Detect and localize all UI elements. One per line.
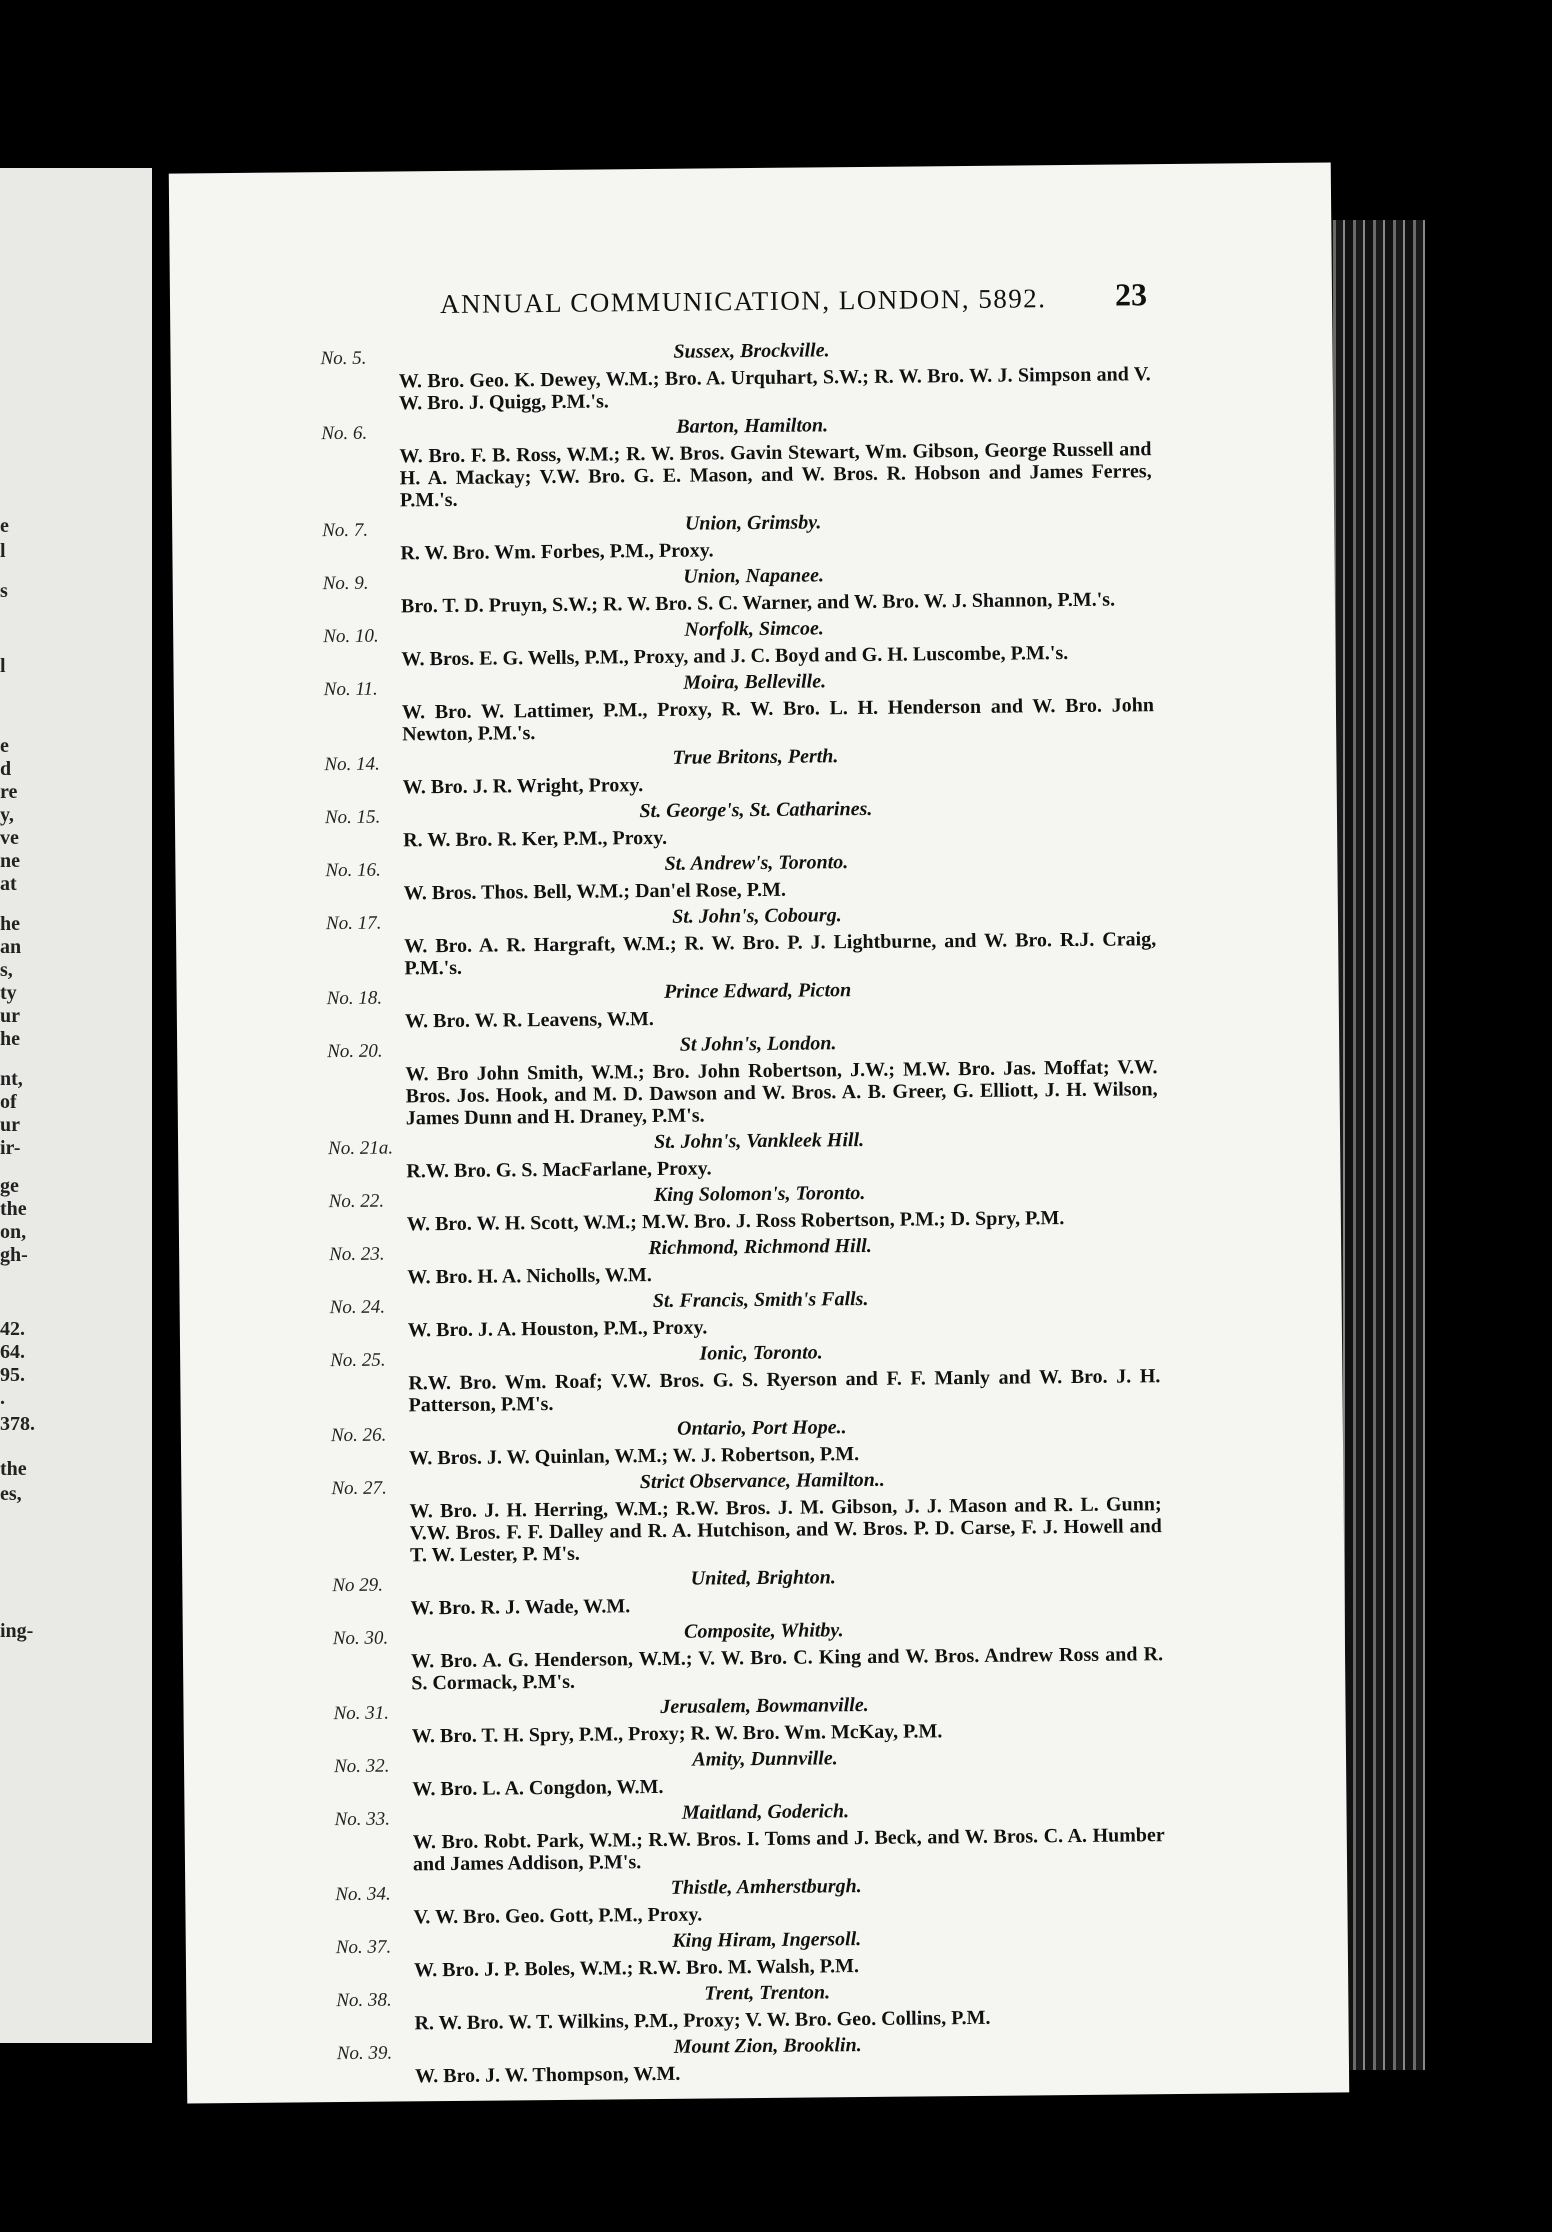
lodge-name: King Hiram, Ingersoll. xyxy=(672,1928,862,1952)
facing-page-text: . xyxy=(0,1387,5,1409)
lodge-entry xyxy=(179,1230,1341,1290)
lodge-members: W. Bros. J. W. Quinlan, W.M.; W. J. Robertson, P.M. xyxy=(409,1443,860,1470)
facing-page-text: nt, xyxy=(0,1068,23,1090)
lodge-line xyxy=(175,846,1337,884)
facing-page-text: the xyxy=(0,1458,27,1480)
lodge-line xyxy=(186,1923,1348,1961)
facing-page-fragment xyxy=(0,168,152,2043)
lodge-entry xyxy=(173,559,1335,619)
lodge-number: No 29. xyxy=(332,1574,384,1597)
running-header xyxy=(440,283,1061,320)
lodge-number: No. 23. xyxy=(329,1243,385,1266)
lodge-line xyxy=(174,740,1336,778)
facing-page-text: ir- xyxy=(0,1137,21,1159)
lodge-number: No. 10. xyxy=(323,625,379,648)
facing-page-text: d xyxy=(0,758,12,780)
lodge-members: W. Bro. W. H. Scott, W.M.; M.W. Bro. J. Ross Robertson, P.M.; D. Spry, P.M. xyxy=(406,1207,1065,1236)
lodge-members: W. Bro. J. R. Wright, Proxy. xyxy=(402,774,644,799)
header-title: ANNUAL COMMUNICATION, LONDON, 5892. xyxy=(439,283,1047,320)
lodge-number: No. 21a. xyxy=(328,1137,394,1160)
lodge-line xyxy=(183,1614,1345,1652)
lodge-members: W. Bro. Geo. K. Dewey, W.M.; Bro. A. Urquhart, S.W.; R. W. Bro. W. J. Simpson and V. W. Bro. J. Quigg, P.M.'s. xyxy=(398,363,1151,415)
lodge-entry xyxy=(185,1870,1347,1930)
lodge-entry xyxy=(175,793,1337,853)
lodge-name: Union, Napanee. xyxy=(683,564,825,588)
lodge-line xyxy=(184,1742,1346,1780)
lodge-line xyxy=(172,506,1334,544)
facing-page-text: he xyxy=(0,1028,20,1050)
lodge-entry xyxy=(174,665,1337,747)
facing-page-text: an xyxy=(0,936,22,958)
lodge-name: Strict Observance, Hamilton.. xyxy=(639,1468,885,1494)
lodge-members: W. Bro. F. B. Ross, W.M.; R. W. Bros. Gavin Stewart, Wm. Gibson, George Russell and H. A. Mackay; V.W. Bro. G. E. Mason, and W. Bros. R. Hobson and James Ferres, P.M.'s. xyxy=(399,438,1152,512)
facing-page-text: es, xyxy=(0,1483,22,1505)
facing-page-text: on, xyxy=(0,1221,27,1243)
lodge-number: No. 32. xyxy=(333,1755,390,1778)
lodge-number: No. 6. xyxy=(321,422,368,445)
lodge-line xyxy=(179,1230,1341,1268)
lodge-entry xyxy=(184,1795,1347,1877)
lodge-name: Moira, Belleville. xyxy=(683,670,827,694)
lodge-name: Jerusalem, Bowmanville. xyxy=(660,1693,869,1718)
lodge-line xyxy=(187,2029,1349,2067)
lodge-members: W. Bro. L. A. Congdon, W.M. xyxy=(412,1775,664,1801)
lodge-number: No. 37. xyxy=(335,1936,392,1959)
lodge-name: St. John's, Vankleek Hill. xyxy=(653,1128,865,1154)
lodge-line xyxy=(174,665,1336,703)
lodge-members: W. Bro. W. R. Leavens, W.M. xyxy=(404,1008,654,1033)
facing-page-text: 64. xyxy=(0,1341,25,1363)
lodge-entry xyxy=(177,974,1339,1034)
lodge-number: No. 30. xyxy=(332,1627,389,1650)
lodge-name: Prince Edward, Picton xyxy=(663,979,852,1003)
lodge-members: W. Bro. J. H. Herring, W.M.; R.W. Bros. J. M. Gibson, J. J. Mason and R. L. Gunn; V.W. Bros. F. F. Dalley and R. A. Hutchison, and W. Bros. P. D. Carse, F. J. Howell and T. W. Lester, P. M's. xyxy=(409,1493,1162,1567)
lodge-number: No. 14. xyxy=(324,753,380,776)
facing-page-text: ur xyxy=(0,1114,20,1136)
lodge-name: Richmond, Richmond Hill. xyxy=(648,1234,872,1260)
lodge-line xyxy=(183,1689,1345,1727)
lodge-members: R.W. Bro. G. S. MacFarlane, Proxy. xyxy=(406,1157,712,1183)
lodge-number: No. 39. xyxy=(336,2042,393,2065)
lodge-number: No. 16. xyxy=(325,859,381,882)
document-page xyxy=(169,162,1349,2103)
facing-page-text: 378. xyxy=(0,1413,35,1435)
lodge-members: W. Bro. A. G. Henderson, W.M.; V. W. Bro. C. King and W. Bros. Andrew Ross and R. S. Cormack, P.M's. xyxy=(410,1643,1164,1695)
lodge-number: No. 7. xyxy=(322,519,369,542)
lodge-entry xyxy=(172,506,1334,566)
lodge-entry xyxy=(187,2029,1349,2089)
facing-page-text: l xyxy=(0,540,6,562)
lodge-name: Composite, Whitby. xyxy=(683,1619,844,1643)
lodge-line xyxy=(186,1976,1348,2014)
lodge-line xyxy=(185,1870,1347,1908)
facing-page-text: y, xyxy=(0,804,14,826)
facing-page-text: 42. xyxy=(0,1318,25,1340)
lodge-line xyxy=(173,559,1335,597)
facing-page-text: s, xyxy=(0,959,13,981)
lodge-entry xyxy=(180,1336,1343,1418)
lodge-entry xyxy=(179,1177,1341,1237)
facing-page-text: he xyxy=(0,913,20,935)
facing-page-text: l xyxy=(0,655,6,677)
facing-page-text: the xyxy=(0,1198,27,1220)
lodge-line xyxy=(178,1124,1340,1162)
lodge-entry xyxy=(182,1561,1344,1621)
lodge-entry xyxy=(174,740,1336,800)
facing-page-text: e xyxy=(0,735,9,757)
lodge-line xyxy=(180,1336,1342,1374)
lodge-name: Trent, Trenton. xyxy=(704,1981,831,2005)
facing-page-text: ve xyxy=(0,827,19,849)
lodge-entry xyxy=(170,334,1333,416)
lodge-members: W. Bros. Thos. Bell, W.M.; Dan'el Rose, P.M. xyxy=(403,878,787,905)
lodge-members: R. W. Bro. Wm. Forbes, P.M., Proxy. xyxy=(400,539,714,565)
lodge-number: No. 26. xyxy=(330,1424,387,1447)
facing-page-text: re xyxy=(0,781,18,803)
lodge-number: No. 15. xyxy=(324,806,381,829)
lodge-line xyxy=(184,1795,1346,1833)
lodge-line xyxy=(175,793,1337,831)
lodge-number: No. 25. xyxy=(330,1349,386,1372)
lodge-members: R.W. Bro. Wm. Roaf; V.W. Bros. G. S. Ryerson and F. F. Manly and W. Bro. J. H. Patterson, P.M's. xyxy=(408,1365,1161,1417)
lodge-number: No. 11. xyxy=(323,678,378,701)
lodge-number: No. 33. xyxy=(334,1808,391,1831)
lodge-name: Barton, Hamilton. xyxy=(676,414,829,438)
lodge-members: W. Bro. T. H. Spry, P.M., Proxy; R. W. Bro. Wm. McKay, P.M. xyxy=(411,1720,943,1748)
lodge-name: St. Andrew's, Toronto. xyxy=(664,851,849,875)
lodge-line xyxy=(181,1464,1343,1502)
lodge-line xyxy=(177,1027,1339,1065)
facing-page-text: ur xyxy=(0,1005,20,1027)
lodge-number: No. 24. xyxy=(329,1296,386,1319)
lodge-entry xyxy=(186,1976,1348,2036)
lodge-members: V. W. Bro. Geo. Gott, P.M., Proxy. xyxy=(413,1903,703,1929)
lodge-members: W. Bro. J. W. Thompson, W.M. xyxy=(414,2062,681,2088)
facing-page-text: s xyxy=(0,580,8,602)
lodge-name: Mount Zion, Brooklin. xyxy=(673,2034,862,2058)
lodge-name: St. John's, Cobourg. xyxy=(672,904,842,928)
lodge-name: St. Francis, Smith's Falls. xyxy=(652,1287,869,1313)
lodge-number: No. 20. xyxy=(327,1040,383,1063)
lodge-members: W. Bro John Smith, W.M.; Bro. John Robertson, J.W.; M.W. Bro. Jas. Moffat; V.W. Bros. Jos. Hook, and M. D. Dawson and W. Bros. A. B. Greer, G. Elliott, J. H. Wilson, James Dunn and H. Draney, P.M's. xyxy=(405,1056,1158,1130)
lodge-name: St John's, London. xyxy=(679,1032,837,1056)
lodge-name: Sussex, Brockville. xyxy=(673,339,830,363)
lodge-line xyxy=(182,1561,1344,1599)
lodge-entry xyxy=(177,1027,1340,1131)
lodge-entry xyxy=(175,846,1337,906)
facing-page-text: 95. xyxy=(0,1364,25,1386)
lodge-members: W. Bro. A. R. Hargraft, W.M.; R. W. Bro. P. J. Lightburne, and W. Bro. R.J. Craig, P.M.'s. xyxy=(404,928,1157,980)
lodge-members: R. W. Bro. R. Ker, P.M., Proxy. xyxy=(403,826,668,852)
lodge-entry xyxy=(184,1742,1346,1802)
lodge-line xyxy=(179,1177,1341,1215)
facing-page-text: ge xyxy=(0,1175,19,1197)
facing-page-text: ty xyxy=(0,982,17,1004)
lodge-line xyxy=(180,1283,1342,1321)
lodge-entry xyxy=(183,1689,1345,1749)
lodge-line xyxy=(170,334,1332,372)
lodge-name: Maitland, Goderich. xyxy=(681,1800,850,1824)
lodge-name: True Britons, Perth. xyxy=(672,745,839,769)
lodge-number: No. 18. xyxy=(326,987,383,1010)
lodge-line xyxy=(176,899,1338,937)
lodge-number: No. 5. xyxy=(320,347,367,370)
facing-page-text: e xyxy=(0,515,9,537)
lodge-members: W. Bro. J. P. Boles, W.M.; R.W. Bro. M. Walsh, P.M. xyxy=(413,1955,860,1982)
lodge-entry xyxy=(183,1614,1346,1696)
lodge-line xyxy=(173,612,1335,650)
lodge-line xyxy=(171,409,1333,447)
lodge-members: W. Bros. E. G. Wells, P.M., Proxy, and J. C. Boyd and G. H. Luscombe, P.M.'s. xyxy=(401,642,1069,671)
lodge-entry xyxy=(181,1464,1344,1568)
lodge-entry xyxy=(176,899,1339,981)
page-number: 23 xyxy=(1114,276,1148,313)
facing-page-text: ing- xyxy=(0,1620,34,1642)
lodge-name: Amity, Dunnville. xyxy=(692,1747,838,1771)
facing-page-text: at xyxy=(0,873,17,895)
lodge-members: Bro. T. D. Pruyn, S.W.; R. W. Bro. S. C. Warner, and W. Bro. W. J. Shannon, P.M.'s. xyxy=(400,588,1116,618)
lodge-entry xyxy=(173,612,1335,672)
lodge-list xyxy=(170,334,1349,2093)
lodge-name: Ionic, Toronto. xyxy=(699,1341,823,1365)
facing-page-text: of xyxy=(0,1091,17,1113)
lodge-number: No. 38. xyxy=(336,1989,392,2012)
lodge-name: United, Brighton. xyxy=(690,1566,836,1590)
lodge-members: W. Bro. Robt. Park, W.M.; R.W. Bros. I. Toms and J. Beck, and W. Bros. C. A. Humber and James Addison, P.M's. xyxy=(412,1824,1165,1876)
lodge-entry xyxy=(171,409,1334,513)
lodge-number: No. 31. xyxy=(333,1702,390,1725)
lodge-name: Thistle, Amherstburgh. xyxy=(670,1875,862,1899)
lodge-entry xyxy=(181,1411,1343,1471)
lodge-name: St. George's, St. Catharines. xyxy=(639,797,873,823)
lodge-name: Union, Grimsby. xyxy=(684,511,822,535)
lodge-entry xyxy=(180,1283,1342,1343)
lodge-number: No. 27. xyxy=(331,1477,387,1500)
lodge-members: W. Bro. H. A. Nicholls, W.M. xyxy=(407,1264,652,1289)
facing-page-text: ne xyxy=(0,850,20,872)
lodge-members: W. Bro. R. J. Wade, W.M. xyxy=(410,1595,631,1620)
lodge-line xyxy=(177,974,1339,1012)
lodge-members: W. Bro. J. A. Houston, P.M., Proxy. xyxy=(407,1316,708,1342)
lodge-members: R. W. Bro. W. T. Wilkins, P.M., Proxy; V. W. Bro. Geo. Collins, P.M. xyxy=(414,2006,991,2035)
lodge-entry xyxy=(186,1923,1348,1983)
lodge-name: Norfolk, Simcoe. xyxy=(684,617,824,641)
lodge-number: No. 22. xyxy=(328,1190,385,1213)
lodge-members: W. Bro. W. Lattimer, P.M., Proxy, R. W. Bro. L. H. Henderson and W. Bro. John Newton, P.M.'s. xyxy=(401,694,1155,746)
facing-page-text: gh- xyxy=(0,1244,28,1266)
lodge-name: King Solomon's, Toronto. xyxy=(653,1181,866,1207)
lodge-name: Ontario, Port Hope.. xyxy=(676,1416,847,1440)
lodge-number: No. 34. xyxy=(335,1883,391,1906)
lodge-entry xyxy=(178,1124,1340,1184)
lodge-number: No. 9. xyxy=(322,572,369,595)
lodge-line xyxy=(181,1411,1343,1449)
lodge-number: No. 17. xyxy=(325,912,382,935)
